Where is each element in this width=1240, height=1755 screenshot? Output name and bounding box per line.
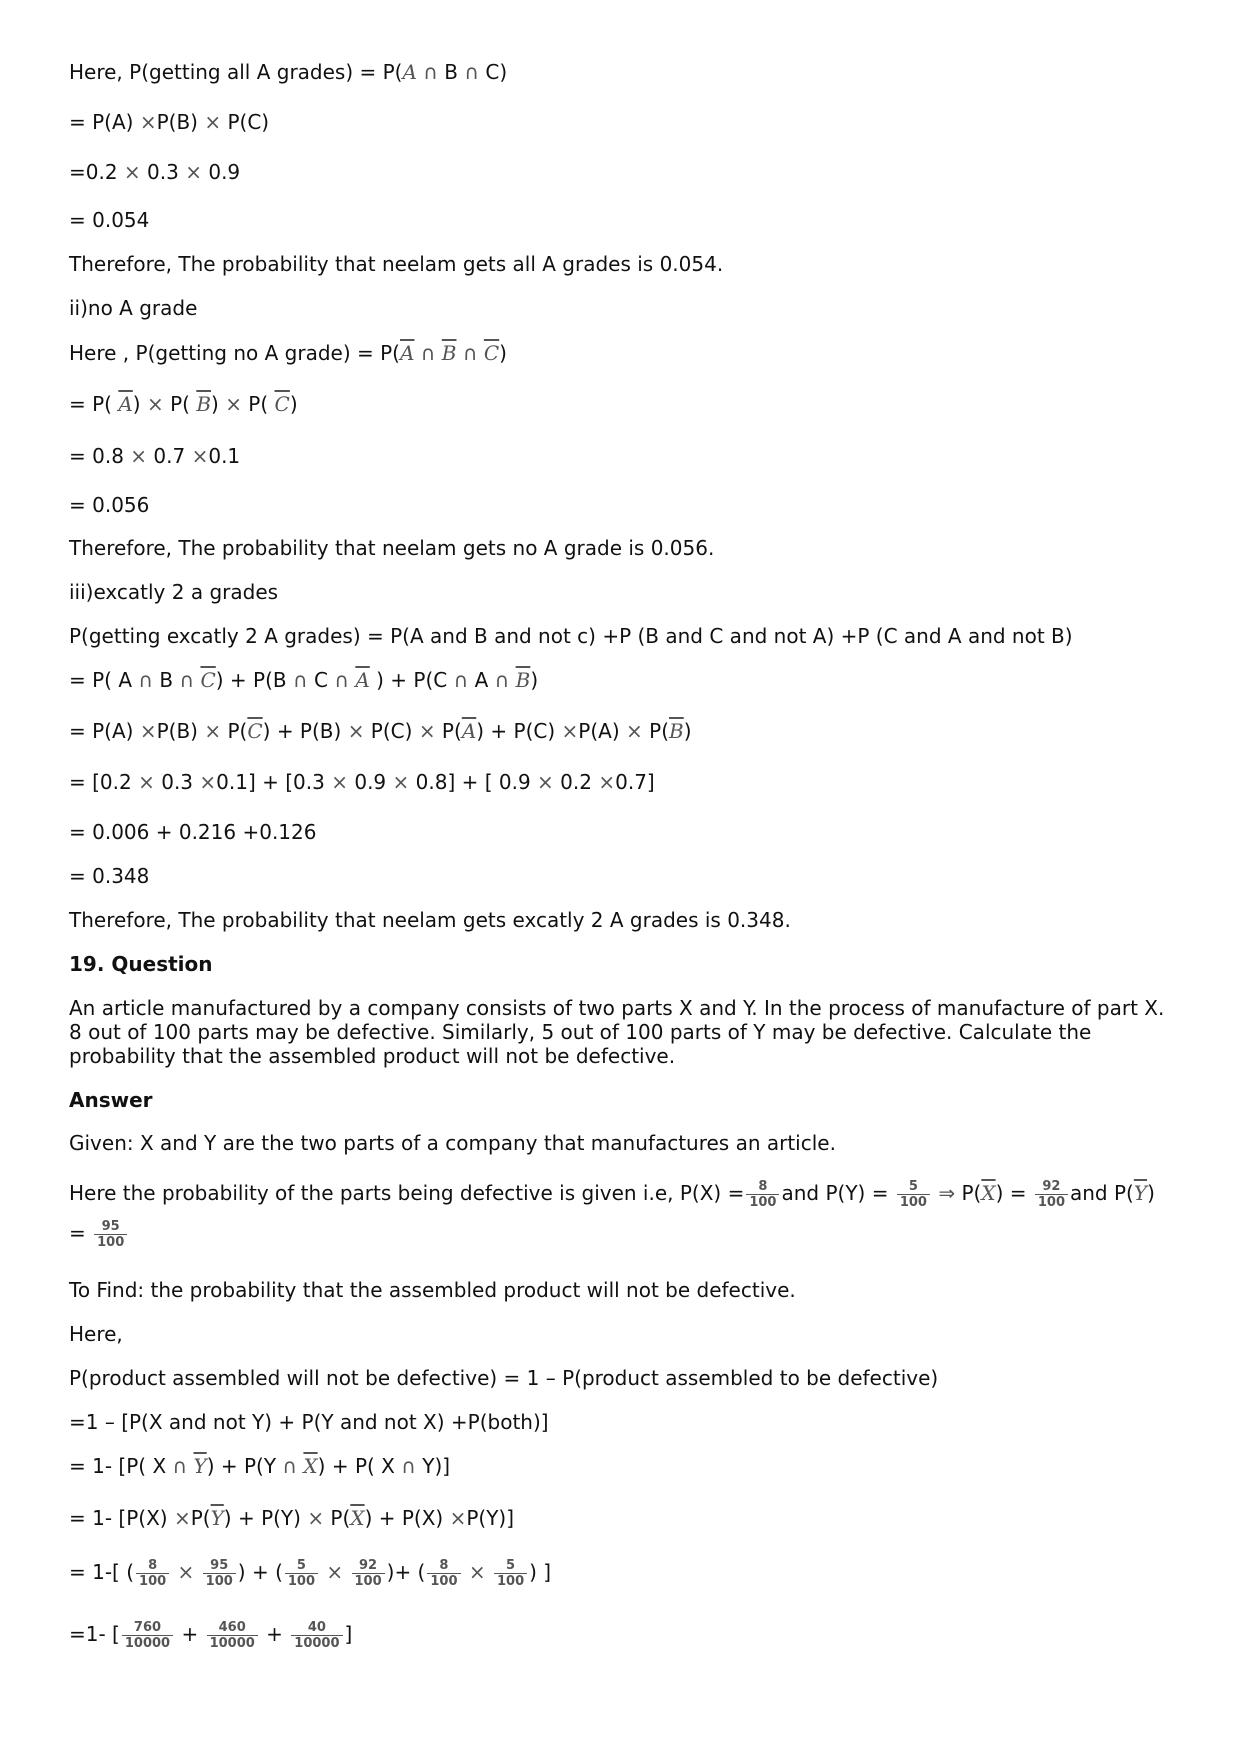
line-exactly-two-result: = 0.348 bbox=[69, 864, 150, 888]
fraction-5-100: $\frac{5}{100}$ bbox=[897, 1179, 930, 1210]
line-result-none: = 0.056 bbox=[69, 493, 150, 517]
times-icon: × bbox=[204, 110, 222, 134]
implies-icon: ⇒ bbox=[938, 1181, 956, 1205]
answer-products: = 1- $[P(X) \times P(\overline{Y}) + P(Y) \times P(\overline{X}) + P(X) \times P(Y)]$ bbox=[69, 1506, 515, 1530]
fraction-95-100: $\frac{95}{100}$ bbox=[94, 1219, 127, 1250]
subheading-exactly-two: iii)excatly 2 a grades bbox=[69, 580, 279, 604]
answer-to-find: To Find: the probability that the assembled product will not be defective. bbox=[69, 1278, 796, 1302]
line-product-all: = P(A) ×P(B) × P(C) bbox=[69, 110, 270, 134]
answer-complement: P(product assembled will not be defective) = 1 – P(product assembled to be defective) bbox=[69, 1366, 939, 1390]
line-intersection-all: Here, P(getting all A grades) = P(A ∩ B ∩ C) bbox=[69, 60, 508, 84]
fraction-92-100: $\frac{92}{100}$ bbox=[1035, 1179, 1068, 1210]
line-exactly-two-product: = $P(A) \times P(B) \times P(\overline{C}) + P(B) \times P(C) \times P(\overline{A}) + P(C) \times P(A) \times P(\overline{B})$ bbox=[69, 719, 692, 743]
answer-here: Here, bbox=[69, 1322, 123, 1346]
line-exactly-two-sum: = 0.006 + 0.216 +0.126 bbox=[69, 820, 317, 844]
line-result-all: = 0.054 bbox=[69, 208, 150, 232]
answer-sum-fractions: =1- [ $\frac{760}{10000}$ + $\frac{460}{10000}$ + $\frac{40}{10000}$ ] bbox=[69, 1620, 353, 1651]
answer-given: Given: X and Y are the two parts of a company that manufactures an article. bbox=[69, 1131, 836, 1155]
line-conclusion-none: Therefore, The probability that neelam gets no A grade is 0.056. bbox=[69, 536, 715, 560]
line-values-none: = 0.8 × 0.7 ×0.1 bbox=[69, 444, 241, 468]
line-conclusion-all: Therefore, The probability that neelam gets all A grades is 0.054. bbox=[69, 252, 724, 276]
fraction-760-10000: $\frac{760}{10000}$ bbox=[122, 1620, 173, 1651]
line-product-none: = P( $\overline{A}) \times P$( $\overline{B}) \times P$( $\overline{C}$) bbox=[69, 392, 298, 416]
fraction-460-10000: $\frac{460}{10000}$ bbox=[207, 1620, 258, 1651]
answer-fractions: = 1-[ ( $\frac{8}{100}$ × $\frac{95}{100}$ ) + ( $\frac{5}{100}$ × $\frac{92}{100}$ )+ ( $\frac{8}{100}$ × $\frac{5}{100}$ ) ] bbox=[69, 1558, 552, 1589]
answer-expand: =1 – [P(X and not Y) + P(Y and not X) +P(both)] bbox=[69, 1410, 549, 1434]
subheading-no-a-grade: ii)no A grade bbox=[69, 296, 198, 320]
symbol-a: A bbox=[402, 60, 417, 84]
answer-intersections: = 1- [P( X ∩ $\overline{Y}) + P(Y$ ∩ $\overline{X}) + P$( X ∩ Y)] bbox=[69, 1454, 451, 1478]
times-icon: × bbox=[123, 160, 141, 184]
line-exactly-two-def: P(getting excatly 2 A grades) = P(A and B and not c) +P (B and C and not A) +P (C and A and not B) bbox=[69, 624, 1073, 648]
answer-heading: Answer bbox=[69, 1088, 153, 1112]
answer-probabilities: Here the probability of the parts being defective is given i.e, P(X) = $\frac{8}{100}$ and P(Y) = $\frac{5}{100}$ ⇒ $P(\overline{X})$ = $\frac{92}{100}$ and $P(\overline{Y})$ bbox=[69, 1179, 1155, 1210]
fraction-8-100: $\frac{8}{100}$ bbox=[746, 1179, 779, 1210]
question-heading: 19. Question bbox=[69, 952, 213, 976]
line-intersection-none: Here , P(getting no A grade) = $P(\overline{A}$ ∩ $\overline{B}$ ∩ $\overline{C}$) bbox=[69, 341, 507, 365]
line-conclusion-exactly-two: Therefore, The probability that neelam gets excatly 2 A grades is 0.348. bbox=[69, 908, 791, 932]
answer-probabilities-cont: = $\frac{95}{100}$ bbox=[69, 1216, 129, 1250]
times-icon: × bbox=[185, 160, 202, 184]
question-text: An article manufactured by a company consists of two parts X and Y. In the process of manufacture of part X. 8 out of 100 parts may be defective. Similarly, 5 out of 100 parts of Y may be defective. Calculate the probability that the assembled product will not be defective. bbox=[69, 996, 1165, 1068]
fraction-40-10000: $\frac{40}{10000}$ bbox=[291, 1620, 342, 1651]
line-exactly-two-values: = [0.2 × 0.3 ×0.1] + [0.3 × 0.9 × 0.8] + [ 0.9 × 0.2 ×0.7] bbox=[69, 770, 655, 794]
line-values-all: =0.2 × 0.3 × 0.9 bbox=[69, 160, 241, 184]
line-exactly-two-sets: = P( A ∩ B ∩ $\overline{C}) + P(B$ ∩ C ∩ $\overline{A}$ ) + P(C ∩ A ∩ $\overline{B}$) bbox=[69, 668, 539, 692]
times-icon: × bbox=[139, 110, 157, 134]
